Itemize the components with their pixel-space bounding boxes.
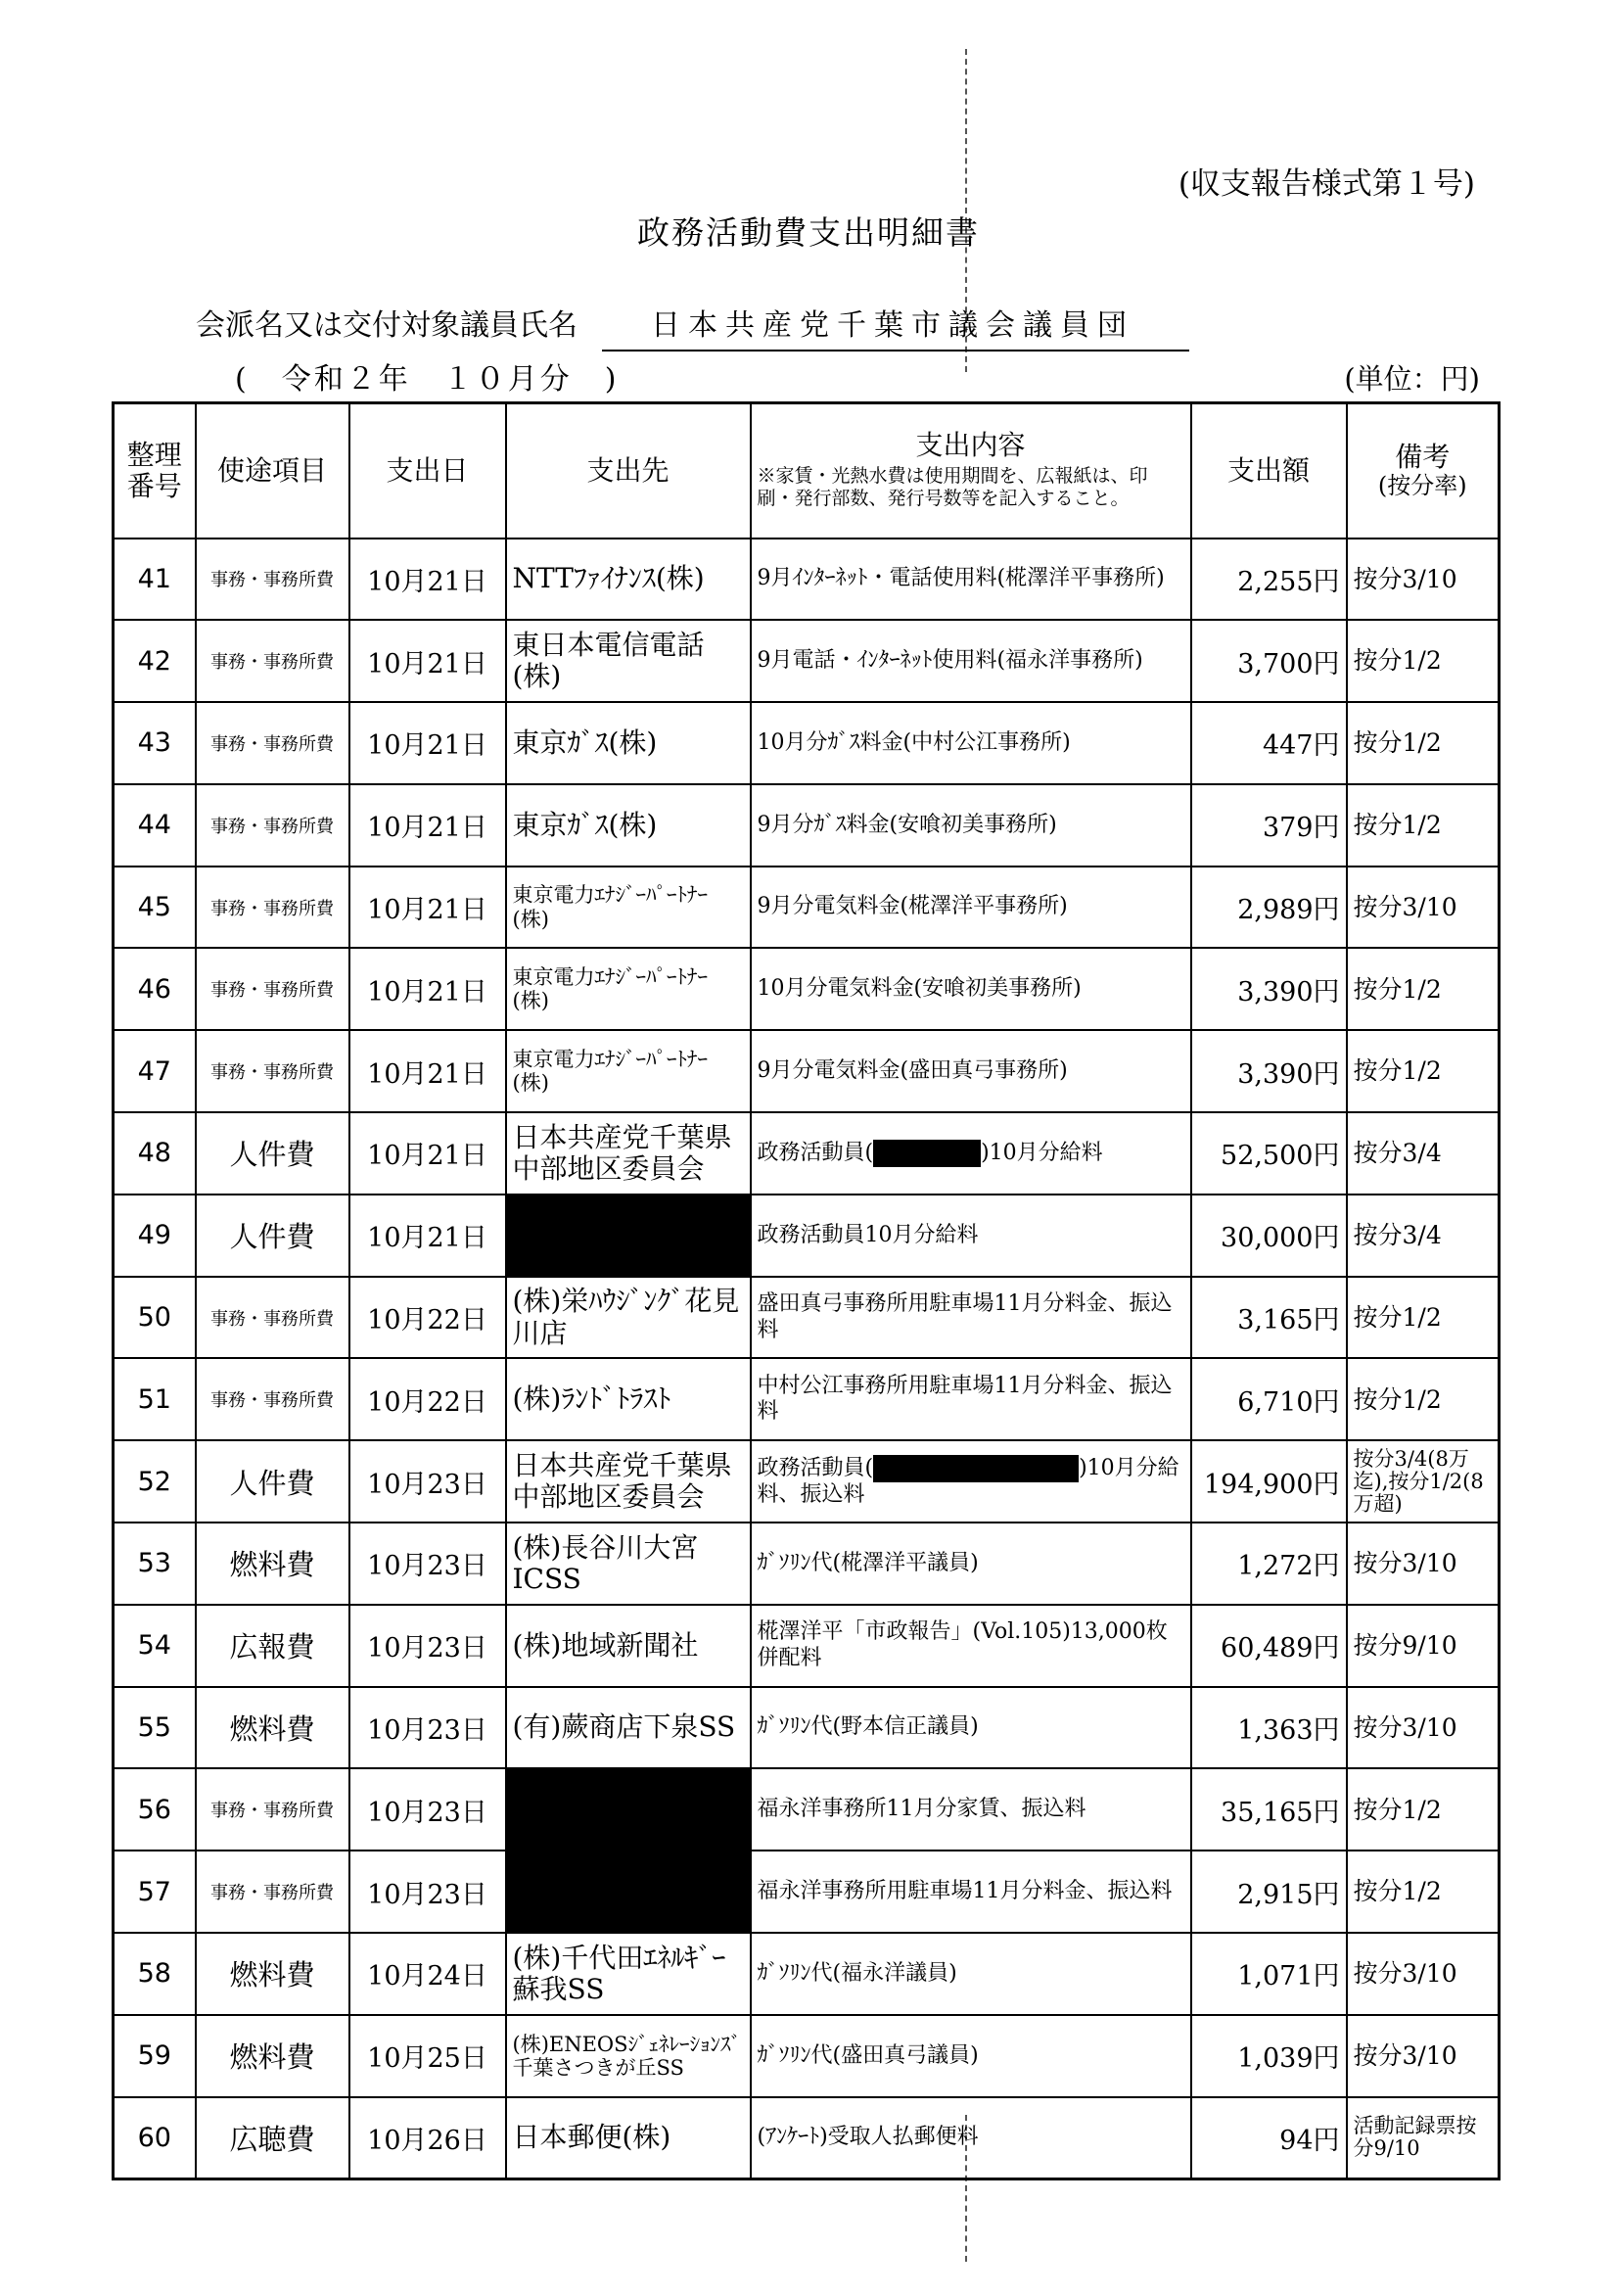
document-title: 政務活動費支出明細書 bbox=[637, 213, 980, 252]
row-payee: 日本郵便(株) bbox=[506, 2097, 751, 2179]
row-payee: (株)ﾗﾝﾄﾞﾄﾗｽﾄ bbox=[506, 1358, 751, 1440]
row-number: 54 bbox=[114, 1605, 196, 1687]
org-label: 会派名又は交付対象議員氏名 bbox=[196, 308, 578, 343]
row-amount: 6,710円 bbox=[1191, 1358, 1347, 1440]
description-suffix: )10月分給料、振込料 bbox=[757, 1455, 1179, 1507]
row-category: 事務・事務所費 bbox=[196, 1358, 349, 1440]
row-number: 58 bbox=[114, 1933, 196, 2015]
row-amount: 1,363円 bbox=[1191, 1687, 1347, 1769]
row-date: 10月25日 bbox=[349, 2015, 506, 2097]
row-remarks: 按分3/10 bbox=[1347, 2015, 1500, 2097]
description-header-label: 支出内容 bbox=[915, 429, 1026, 462]
table-row bbox=[114, 867, 1500, 949]
row-payee-redacted bbox=[506, 1195, 751, 1277]
remarks-header-sub: (按分率) bbox=[1377, 472, 1467, 500]
row-remarks: 按分1/2 bbox=[1347, 1358, 1500, 1440]
row-amount: 52,500円 bbox=[1191, 1112, 1347, 1195]
row-number: 46 bbox=[114, 948, 196, 1030]
row-remarks: 按分3/10 bbox=[1347, 1523, 1500, 1605]
row-date: 10月23日 bbox=[349, 1440, 506, 1523]
row-number: 53 bbox=[114, 1523, 196, 1605]
row-number: 59 bbox=[114, 2015, 196, 2097]
row-payee: 東京ｶﾞｽ(株) bbox=[506, 702, 751, 784]
row-amount: 2,255円 bbox=[1191, 539, 1347, 621]
row-payee: (有)蕨商店下泉SS bbox=[506, 1687, 751, 1769]
row-number: 43 bbox=[114, 702, 196, 784]
table-row bbox=[114, 1358, 1500, 1440]
row-number: 45 bbox=[114, 867, 196, 949]
row-payee: 東京電力ｴﾅｼﾞｰﾊﾟｰﾄﾅｰ(株) bbox=[506, 948, 751, 1030]
row-description: 政務活動員10月分給料 bbox=[751, 1195, 1191, 1277]
row-description: (ｱﾝｹｰﾄ)受取人払郵便料 bbox=[751, 2097, 1191, 2179]
row-date: 10月21日 bbox=[349, 620, 506, 702]
table-row bbox=[114, 1112, 1500, 1195]
row-date: 10月26日 bbox=[349, 2097, 506, 2179]
table-row bbox=[114, 1030, 1500, 1112]
row-amount: 3,700円 bbox=[1191, 620, 1347, 702]
row-payee: NTTﾌｧｲﾅﾝｽ(株) bbox=[506, 539, 751, 621]
row-payee: (株)ENEOSｼﾞｪﾈﾚｰｼｮﾝｽﾞ千葉さつきが丘SS bbox=[506, 2015, 751, 2097]
row-date: 10月21日 bbox=[349, 702, 506, 784]
row-remarks: 按分1/2 bbox=[1347, 702, 1500, 784]
row-remarks: 按分3/10 bbox=[1347, 1687, 1500, 1769]
remarks-header-label: 備考 bbox=[1395, 440, 1451, 473]
table-row bbox=[114, 948, 1500, 1030]
row-description: 9月分電気料金(盛田真弓事務所) bbox=[751, 1030, 1191, 1112]
row-amount: 3,390円 bbox=[1191, 948, 1347, 1030]
column-header-category: 使途項目 bbox=[196, 403, 349, 539]
row-amount: 194,900円 bbox=[1191, 1440, 1347, 1523]
row-category: 人件費 bbox=[196, 1195, 349, 1277]
row-description: ｶﾞｿﾘﾝ代(椛澤洋平議員) bbox=[751, 1523, 1191, 1605]
row-description: 9月分ｶﾞｽ料金(安喰初美事務所) bbox=[751, 784, 1191, 867]
table-row bbox=[114, 1440, 1500, 1523]
row-remarks: 按分3/4(8万迄),按分1/2(8万超) bbox=[1347, 1440, 1500, 1523]
column-header-payee: 支出先 bbox=[506, 403, 751, 539]
row-category: 燃料費 bbox=[196, 1523, 349, 1605]
header-row bbox=[114, 403, 1500, 539]
reporting-period: ( 令和２年 １０月分 ) bbox=[235, 362, 620, 397]
row-category: 事務・事務所費 bbox=[196, 1768, 349, 1851]
row-payee: 東京電力ｴﾅｼﾞｰﾊﾟｰﾄﾅｰ(株) bbox=[506, 1030, 751, 1112]
column-header-description bbox=[751, 403, 1191, 539]
row-amount: 2,915円 bbox=[1191, 1851, 1347, 1933]
row-payee: 東日本電信電話(株) bbox=[506, 620, 751, 702]
row-date: 10月22日 bbox=[349, 1277, 506, 1359]
table-row bbox=[114, 1277, 1500, 1359]
row-date: 10月23日 bbox=[349, 1605, 506, 1687]
row-date: 10月23日 bbox=[349, 1851, 506, 1933]
row-category: 事務・事務所費 bbox=[196, 948, 349, 1030]
table-row bbox=[114, 1605, 1500, 1687]
row-payee: 日本共産党千葉県中部地区委員会 bbox=[506, 1112, 751, 1195]
row-category: 事務・事務所費 bbox=[196, 539, 349, 621]
row-description: 10月分電気料金(安喰初美事務所) bbox=[751, 948, 1191, 1030]
table-row bbox=[114, 702, 1500, 784]
row-remarks: 按分9/10 bbox=[1347, 1605, 1500, 1687]
description-prefix: 政務活動員( bbox=[757, 1140, 874, 1165]
row-amount: 35,165円 bbox=[1191, 1768, 1347, 1851]
row-remarks: 按分3/4 bbox=[1347, 1195, 1500, 1277]
row-category: 人件費 bbox=[196, 1440, 349, 1523]
row-number: 42 bbox=[114, 620, 196, 702]
row-number: 51 bbox=[114, 1358, 196, 1440]
row-amount: 447円 bbox=[1191, 702, 1347, 784]
row-payee: (株)地域新聞社 bbox=[506, 1605, 751, 1687]
row-remarks: 按分1/2 bbox=[1347, 1277, 1500, 1359]
row-payee: 東京ｶﾞｽ(株) bbox=[506, 784, 751, 867]
description-header-note: ※家賃・光熱水費は使用期間を、広報紙は、印刷・発行部数、発行号数等を記入すること。 bbox=[757, 464, 1148, 510]
form-number: (収支報告様式第１号) bbox=[1178, 166, 1475, 202]
row-description bbox=[751, 1112, 1191, 1195]
row-amount: 2,989円 bbox=[1191, 867, 1347, 949]
row-number: 44 bbox=[114, 784, 196, 867]
row-category: 事務・事務所費 bbox=[196, 1851, 349, 1933]
row-category: 事務・事務所費 bbox=[196, 784, 349, 867]
row-remarks: 按分3/10 bbox=[1347, 867, 1500, 949]
table-row bbox=[114, 2097, 1500, 2179]
redaction-block bbox=[873, 1455, 1079, 1482]
row-category: 事務・事務所費 bbox=[196, 702, 349, 784]
row-number: 56 bbox=[114, 1768, 196, 1851]
row-description: 椛澤洋平「市政報告」(Vol.105)13,000枚 併配料 bbox=[751, 1605, 1191, 1687]
row-amount: 30,000円 bbox=[1191, 1195, 1347, 1277]
column-header-no: 整理番号 bbox=[114, 403, 196, 539]
expense-table bbox=[112, 401, 1501, 2180]
row-amount: 3,390円 bbox=[1191, 1030, 1347, 1112]
row-amount: 1,272円 bbox=[1191, 1523, 1347, 1605]
row-number: 41 bbox=[114, 539, 196, 621]
row-description: 中村公江事務所用駐車場11月分料金、振込料 bbox=[751, 1358, 1191, 1440]
row-category: 人件費 bbox=[196, 1112, 349, 1195]
table-row bbox=[114, 1851, 1500, 1933]
row-category: 事務・事務所費 bbox=[196, 1030, 349, 1112]
row-number: 49 bbox=[114, 1195, 196, 1277]
table-row bbox=[114, 2015, 1500, 2097]
row-payee: (株)長谷川大宮ICSS bbox=[506, 1523, 751, 1605]
row-number: 47 bbox=[114, 1030, 196, 1112]
row-amount: 1,071円 bbox=[1191, 1933, 1347, 2015]
row-description: 盛田真弓事務所用駐車場11月分料金、振込料 bbox=[751, 1277, 1191, 1359]
row-description: 福永洋事務所11月分家賃、振込料 bbox=[751, 1768, 1191, 1851]
row-remarks: 活動記録票按分9/10 bbox=[1347, 2097, 1500, 2179]
row-description: 9月電話・ｲﾝﾀｰﾈｯﾄ使用料(福永洋事務所) bbox=[751, 620, 1191, 702]
row-remarks: 按分1/2 bbox=[1347, 1851, 1500, 1933]
row-number: 52 bbox=[114, 1440, 196, 1523]
table-row bbox=[114, 1768, 1500, 1851]
row-category: 事務・事務所費 bbox=[196, 1277, 349, 1359]
row-category: 広聴費 bbox=[196, 2097, 349, 2179]
row-amount: 60,489円 bbox=[1191, 1605, 1347, 1687]
row-description bbox=[751, 1440, 1191, 1523]
row-date: 10月23日 bbox=[349, 1523, 506, 1605]
row-number: 48 bbox=[114, 1112, 196, 1195]
row-remarks: 按分1/2 bbox=[1347, 620, 1500, 702]
org-name: 日本共産党千葉市議会議員団 bbox=[602, 301, 1189, 351]
table-row bbox=[114, 1933, 1500, 2015]
table-row bbox=[114, 1687, 1500, 1769]
table-row bbox=[114, 539, 1500, 621]
row-description: 福永洋事務所用駐車場11月分料金、振込料 bbox=[751, 1851, 1191, 1933]
row-payee: 東京電力ｴﾅｼﾞｰﾊﾟｰﾄﾅｰ(株) bbox=[506, 867, 751, 949]
row-payee: (株)栄ﾊｳｼﾞﾝｸﾞ花見川店 bbox=[506, 1277, 751, 1359]
row-date: 10月21日 bbox=[349, 867, 506, 949]
row-number: 50 bbox=[114, 1277, 196, 1359]
row-category: 広報費 bbox=[196, 1605, 349, 1687]
row-category: 燃料費 bbox=[196, 1933, 349, 2015]
row-number: 57 bbox=[114, 1851, 196, 1933]
row-date: 10月24日 bbox=[349, 1933, 506, 2015]
column-header-amount: 支出額 bbox=[1191, 403, 1347, 539]
row-remarks: 按分3/4 bbox=[1347, 1112, 1500, 1195]
row-amount: 1,039円 bbox=[1191, 2015, 1347, 2097]
description-suffix: )10月分給料 bbox=[981, 1140, 1103, 1165]
row-number: 55 bbox=[114, 1687, 196, 1769]
table-row bbox=[114, 784, 1500, 867]
row-category: 燃料費 bbox=[196, 1687, 349, 1769]
row-remarks: 按分1/2 bbox=[1347, 948, 1500, 1030]
table-row bbox=[114, 1523, 1500, 1605]
row-description: ｶﾞｿﾘﾝ代(盛田真弓議員) bbox=[751, 2015, 1191, 2097]
redaction-block bbox=[873, 1140, 981, 1167]
row-date: 10月22日 bbox=[349, 1358, 506, 1440]
description-prefix: 政務活動員( bbox=[757, 1455, 874, 1480]
row-remarks: 按分3/10 bbox=[1347, 539, 1500, 621]
row-date: 10月21日 bbox=[349, 539, 506, 621]
row-date: 10月21日 bbox=[349, 784, 506, 867]
row-category: 燃料費 bbox=[196, 2015, 349, 2097]
row-category: 事務・事務所費 bbox=[196, 867, 349, 949]
column-header-date: 支出日 bbox=[349, 403, 506, 539]
row-date: 10月21日 bbox=[349, 948, 506, 1030]
row-number: 60 bbox=[114, 2097, 196, 2179]
table-row bbox=[114, 1195, 1500, 1277]
row-date: 10月21日 bbox=[349, 1030, 506, 1112]
row-description: 9月ｲﾝﾀｰﾈｯﾄ・電話使用料(椛澤洋平事務所) bbox=[751, 539, 1191, 621]
row-amount: 94円 bbox=[1191, 2097, 1347, 2179]
row-amount: 3,165円 bbox=[1191, 1277, 1347, 1359]
row-date: 10月23日 bbox=[349, 1687, 506, 1769]
row-date: 10月23日 bbox=[349, 1768, 506, 1851]
currency-unit: (単位：円) bbox=[1344, 362, 1480, 396]
row-remarks: 按分1/2 bbox=[1347, 784, 1500, 867]
table-row bbox=[114, 620, 1500, 702]
row-payee: 日本共産党千葉県中部地区委員会 bbox=[506, 1440, 751, 1523]
row-amount: 379円 bbox=[1191, 784, 1347, 867]
row-remarks: 按分1/2 bbox=[1347, 1768, 1500, 1851]
row-payee-redacted bbox=[506, 1768, 751, 1933]
row-description: ｶﾞｿﾘﾝ代(野本信正議員) bbox=[751, 1687, 1191, 1769]
row-date: 10月21日 bbox=[349, 1195, 506, 1277]
row-description: ｶﾞｿﾘﾝ代(福永洋議員) bbox=[751, 1933, 1191, 2015]
row-date: 10月21日 bbox=[349, 1112, 506, 1195]
row-payee: (株)千代田ｴﾈﾙｷﾞｰ蘇我SS bbox=[506, 1933, 751, 2015]
row-description: 10月分ｶﾞｽ料金(中村公江事務所) bbox=[751, 702, 1191, 784]
row-description: 9月分電気料金(椛澤洋平事務所) bbox=[751, 867, 1191, 949]
column-header-remarks bbox=[1347, 403, 1500, 539]
row-remarks: 按分3/10 bbox=[1347, 1933, 1500, 2015]
row-category: 事務・事務所費 bbox=[196, 620, 349, 702]
row-remarks: 按分1/2 bbox=[1347, 1030, 1500, 1112]
